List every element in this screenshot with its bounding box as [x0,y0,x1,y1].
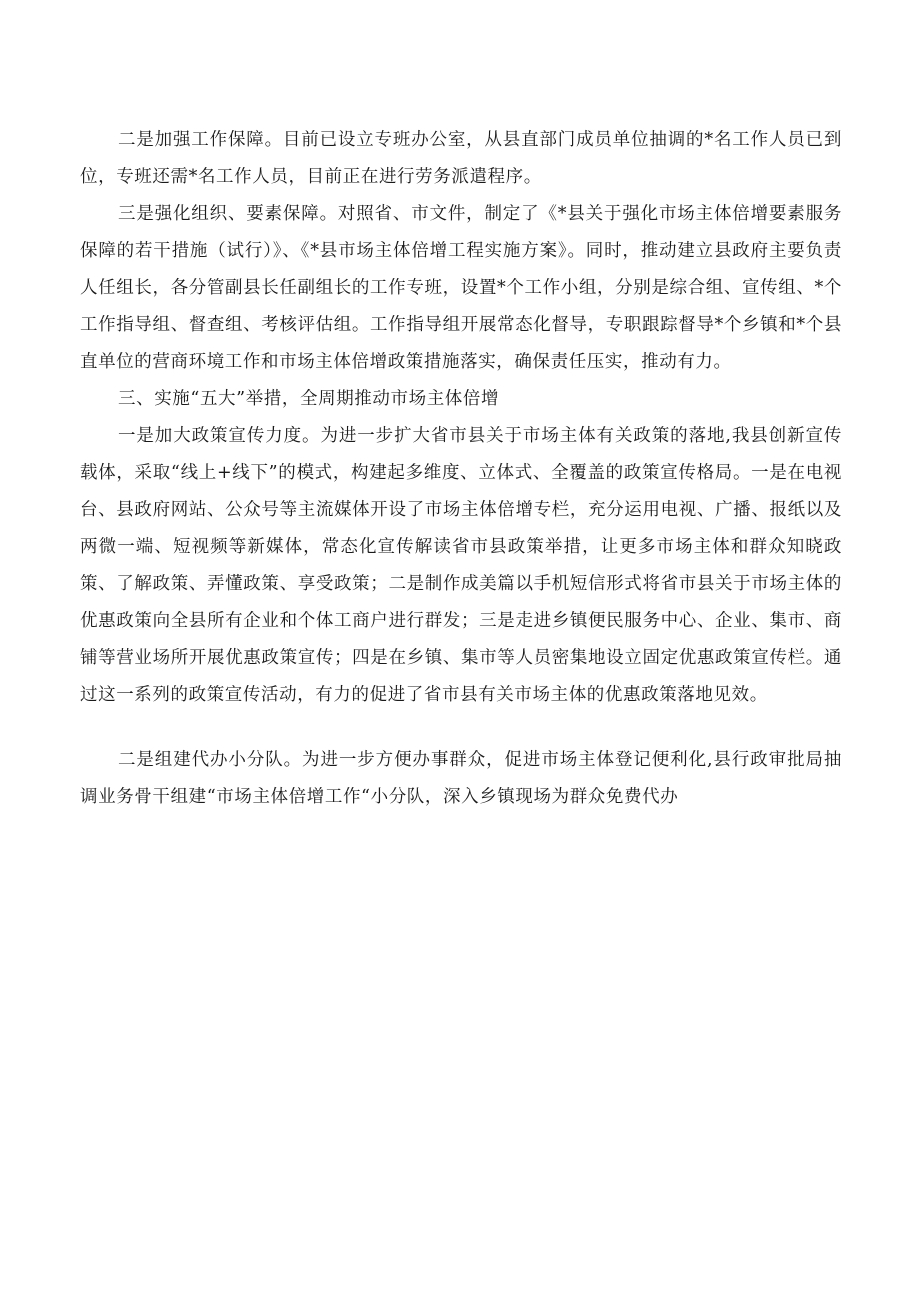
paragraph-work-guarantee: 二是加强工作保障。目前已设立专班办公室，从县直部门成员单位抽调的*名工作人员已到位，专班还需*名工作人员，目前正在进行劳务派遣程序。 [80,130,842,187]
document-body [80,122,842,816]
paragraph-gap [80,714,842,742]
section-heading-five-measures: 三、实施“五大”举措，全周期推动市场主体倍增 [118,389,500,409]
paragraph-policy-promotion: 一是加大政策宣传力度。为进一步扩大省市县关于市场主体有关政策的落地,我县创新宣传载体，采取“线上+线下”的模式，构建起多维度、立体式、全覆盖的政策宣传格局。一是在电视台、县政府网站、公众号等主流媒体开设了市场主体倍增专栏，充分运用电视、广播、报纸以及两微一端、短视频等新媒体，常态化宣传解读省市县政策举措，让更多市场主体和群众知晓政策、了解政策、弄懂政策、享受政策；二是制作成美篇以手机短信形式将省市县关于市场主体的优惠政策向全县所有企业和个体工商户进行群发；三是走进乡镇便民服务中心、企业、集市、商铺等营业场所开展优惠政策宣传；四是在乡镇、集市等人员密集地设立固定优惠政策宣传栏。通过这一系列的政策宣传活动，有力的促进了省市县有关市场主体的优惠政策落地见效。 [80,426,842,705]
paragraph-organization-guarantee: 三是强化组织、要素保障。对照省、市文件，制定了《*县关于强化市场主体倍增要素服务保障的若干措施（试行）》、《*县市场主体倍增工程实施方案》。同时，推动建立县政府主要负责人任组长，各分管副县长任副组长的工作专班，设置*个工作小组，分别是综合组、宣传组、*个工作指导组、督查组、考核评估组。工作指导组开展常态化督导，专职跟踪督导*个乡镇和*个县直单位的营商环境工作和市场主体倍增政策措施落实，确保责任压实，推动有力。 [80,204,842,372]
paragraph-agency-team: 二是组建代办小分队。为进一步方便办事群众，促进市场主体登记便利化,县行政审批局抽调业务骨干组建“市场主体倍增工作“小分队，深入乡镇现场为群众免费代办 [80,750,842,807]
